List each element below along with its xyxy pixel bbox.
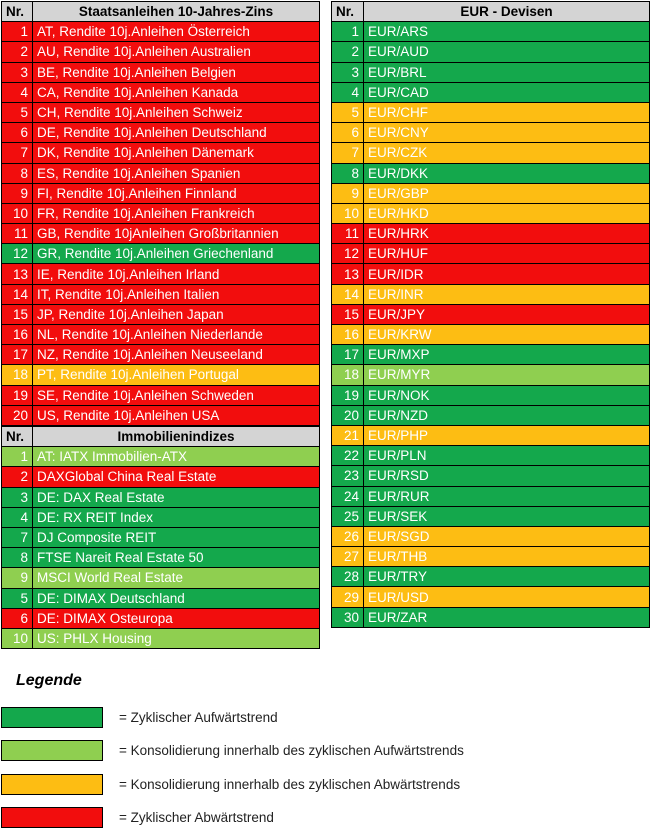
bonds-row: [2, 62, 320, 82]
real-estate-row: [2, 487, 320, 507]
bonds-row: [2, 163, 320, 183]
fx-row-name: EUR/HUF: [364, 244, 650, 264]
fx-row-name: EUR/CHF: [364, 102, 650, 122]
real-estate-row-name: DE: DIMAX Osteuropa: [33, 608, 320, 628]
bonds-row-name: CH, Rendite 10j.Anleihen Schweiz: [33, 102, 320, 122]
fx-row: [332, 587, 650, 607]
bonds-header-row: [2, 2, 320, 22]
bonds-row: [2, 325, 320, 345]
bonds-row-name: DK, Rendite 10j.Anleihen Dänemark: [33, 143, 320, 163]
bonds-row: [2, 143, 320, 163]
bonds-row-name: FI, Rendite 10j.Anleihen Finnland: [33, 183, 320, 203]
bonds-table: [1, 1, 320, 426]
bonds-row-name: FR, Rendite 10j.Anleihen Frankreich: [33, 203, 320, 223]
legend-swatch-light-green: [1, 740, 103, 761]
fx-row: [332, 82, 650, 102]
fx-row-nr: 2: [332, 42, 364, 62]
bonds-row-name: IE, Rendite 10j.Anleihen Irland: [33, 264, 320, 284]
real-estate-title: Immobilienindizes: [33, 427, 320, 447]
fx-row-nr: 18: [332, 365, 364, 385]
real-estate-row-name: FTSE Nareit Real Estate 50: [33, 548, 320, 568]
fx-row-name: EUR/TRY: [364, 567, 650, 587]
bonds-row-nr: 15: [2, 304, 33, 324]
legend-label-uptrend: = Zyklischer Aufwärtstrend: [119, 710, 278, 725]
bonds-row-nr: 4: [2, 82, 33, 102]
real-estate-header-row: [2, 427, 320, 447]
fx-row-name: EUR/RUR: [364, 486, 650, 506]
bonds-row-name: GR, Rendite 10j.Anleihen Griechenland: [33, 244, 320, 264]
fx-row-name: EUR/NZD: [364, 405, 650, 425]
fx-table: [331, 1, 650, 628]
fx-row-name: EUR/THB: [364, 547, 650, 567]
fx-row: [332, 163, 650, 183]
real-estate-row-nr: 1: [2, 447, 33, 467]
real-estate-row-nr: 3: [2, 487, 33, 507]
fx-row-nr: 7: [332, 143, 364, 163]
fx-row: [332, 304, 650, 324]
legend-swatch-red: [1, 807, 103, 828]
bonds-row-name: AU, Rendite 10j.Anleihen Australien: [33, 42, 320, 62]
fx-row: [332, 385, 650, 405]
bonds-row-nr: 7: [2, 143, 33, 163]
real-estate-row: [2, 568, 320, 588]
real-estate-rows: [2, 447, 320, 649]
fx-row-nr: 1: [332, 22, 364, 42]
fx-row-name: EUR/HRK: [364, 224, 650, 244]
real-estate-row: [2, 467, 320, 487]
real-estate-row-nr: 2: [2, 467, 33, 487]
real-estate-row: [2, 608, 320, 628]
real-estate-row-name: DE: DAX Real Estate: [33, 487, 320, 507]
bonds-rows: [2, 22, 320, 426]
bonds-row-name: GB, Rendite 10jAnleihen Großbritannien: [33, 224, 320, 244]
bonds-row-name: SE, Rendite 10j.Anleihen Schweden: [33, 385, 320, 405]
bonds-row: [2, 82, 320, 102]
fx-row: [332, 365, 650, 385]
fx-row-name: EUR/MXP: [364, 345, 650, 365]
fx-row-name: EUR/ARS: [364, 22, 650, 42]
fx-row-nr: 12: [332, 244, 364, 264]
fx-row: [332, 224, 650, 244]
bonds-row-name: DE, Rendite 10j.Anleihen Deutschland: [33, 123, 320, 143]
real-estate-row-name: US: PHLX Housing: [33, 628, 320, 648]
fx-row-nr: 5: [332, 102, 364, 122]
bonds-row-nr: 13: [2, 264, 33, 284]
real-estate-row-name: AT: IATX Immobilien-ATX: [33, 447, 320, 467]
bonds-row-nr: 1: [2, 22, 33, 42]
fx-row: [332, 203, 650, 223]
fx-row: [332, 486, 650, 506]
fx-row-name: EUR/CZK: [364, 143, 650, 163]
fx-row-nr: 24: [332, 486, 364, 506]
bonds-row: [2, 264, 320, 284]
fx-row-name: EUR/PHP: [364, 425, 650, 445]
bonds-row-nr: 3: [2, 62, 33, 82]
real-estate-row: [2, 548, 320, 568]
fx-row-name: EUR/BRL: [364, 62, 650, 82]
fx-row-nr: 22: [332, 446, 364, 466]
real-estate-row-nr: 9: [2, 568, 33, 588]
bonds-row-name: PT, Rendite 10j.Anleihen Portugal: [33, 365, 320, 385]
bonds-row-nr: 17: [2, 345, 33, 365]
bonds-row: [2, 123, 320, 143]
fx-row: [332, 264, 650, 284]
bonds-row-name: NZ, Rendite 10j.Anleihen Neuseeland: [33, 345, 320, 365]
fx-rows: [332, 22, 650, 628]
real-estate-row-name: MSCI World Real Estate: [33, 568, 320, 588]
fx-header-row: [332, 2, 650, 22]
fx-row: [332, 143, 650, 163]
real-estate-row-name: DAXGlobal China Real Estate: [33, 467, 320, 487]
fx-row: [332, 284, 650, 304]
fx-row-nr: 10: [332, 203, 364, 223]
real-estate-row-nr: 7: [2, 527, 33, 547]
bonds-row-nr: 14: [2, 284, 33, 304]
fx-row-name: EUR/JPY: [364, 304, 650, 324]
fx-row: [332, 607, 650, 627]
fx-row-nr: 19: [332, 385, 364, 405]
legend-item-uptrend: [1, 707, 641, 729]
fx-row-nr: 6: [332, 123, 364, 143]
bonds-row: [2, 102, 320, 122]
real-estate-row-nr: 8: [2, 548, 33, 568]
fx-row-name: EUR/IDR: [364, 264, 650, 284]
fx-row: [332, 405, 650, 425]
fx-row-name: EUR/CNY: [364, 123, 650, 143]
real-estate-row-nr: 10: [2, 628, 33, 648]
bonds-row-nr: 8: [2, 163, 33, 183]
fx-row: [332, 446, 650, 466]
fx-row-nr: 4: [332, 82, 364, 102]
fx-row-nr: 17: [332, 345, 364, 365]
fx-row-nr: 25: [332, 506, 364, 526]
bonds-nr-header: Nr.: [2, 2, 33, 22]
fx-row-nr: 11: [332, 224, 364, 244]
bonds-row: [2, 224, 320, 244]
legend-label-downtrend: = Zyklischer Abwärtstrend: [119, 810, 274, 825]
fx-row-name: EUR/PLN: [364, 446, 650, 466]
fx-row-nr: 8: [332, 163, 364, 183]
fx-row-nr: 13: [332, 264, 364, 284]
fx-row-nr: 30: [332, 607, 364, 627]
real-estate-table: [1, 426, 320, 649]
real-estate-row: [2, 507, 320, 527]
real-estate-row-nr: 6: [2, 608, 33, 628]
fx-row: [332, 102, 650, 122]
bonds-row: [2, 365, 320, 385]
fx-row: [332, 567, 650, 587]
bonds-row: [2, 385, 320, 405]
fx-row-name: EUR/ZAR: [364, 607, 650, 627]
bonds-row-nr: 18: [2, 365, 33, 385]
fx-row-name: EUR/AUD: [364, 42, 650, 62]
bonds-row-nr: 6: [2, 123, 33, 143]
bonds-row-nr: 5: [2, 102, 33, 122]
fx-row-nr: 9: [332, 183, 364, 203]
bonds-title: Staatsanleihen 10-Jahres-Zins: [33, 2, 320, 22]
fx-row-nr: 3: [332, 62, 364, 82]
legend-item-downtrend: [1, 807, 641, 829]
bonds-row: [2, 405, 320, 425]
real-estate-row: [2, 588, 320, 608]
legend-swatch-orange: [1, 774, 103, 795]
fx-row: [332, 325, 650, 345]
fx-row-name: EUR/HKD: [364, 203, 650, 223]
fx-row: [332, 466, 650, 486]
fx-title: EUR - Devisen: [364, 2, 650, 22]
fx-row-name: EUR/SGD: [364, 526, 650, 546]
real-estate-row-nr: 5: [2, 588, 33, 608]
bonds-row-nr: 12: [2, 244, 33, 264]
bonds-row-nr: 20: [2, 405, 33, 425]
bonds-row-nr: 19: [2, 385, 33, 405]
fx-row-name: EUR/KRW: [364, 325, 650, 345]
fx-row-name: EUR/MYR: [364, 365, 650, 385]
real-estate-row-name: DJ Composite REIT: [33, 527, 320, 547]
fx-row-name: EUR/GBP: [364, 183, 650, 203]
fx-nr-header: Nr.: [332, 2, 364, 22]
bonds-row: [2, 284, 320, 304]
bonds-row: [2, 244, 320, 264]
fx-row: [332, 244, 650, 264]
fx-row: [332, 62, 650, 82]
bonds-row: [2, 345, 320, 365]
real-estate-row-name: DE: DIMAX Deutschland: [33, 588, 320, 608]
fx-row: [332, 547, 650, 567]
fx-row-nr: 20: [332, 405, 364, 425]
bonds-row: [2, 183, 320, 203]
fx-row-nr: 21: [332, 425, 364, 445]
fx-row-nr: 14: [332, 284, 364, 304]
fx-row-nr: 27: [332, 547, 364, 567]
bonds-row-nr: 10: [2, 203, 33, 223]
fx-row-name: EUR/RSD: [364, 466, 650, 486]
bonds-row-nr: 2: [2, 42, 33, 62]
fx-row: [332, 183, 650, 203]
fx-row: [332, 506, 650, 526]
fx-row-name: EUR/INR: [364, 284, 650, 304]
fx-row-nr: 29: [332, 587, 364, 607]
legend-title: Legende: [16, 672, 82, 689]
fx-row-nr: 23: [332, 466, 364, 486]
fx-row-nr: 16: [332, 325, 364, 345]
bonds-row-name: ES, Rendite 10j.Anleihen Spanien: [33, 163, 320, 183]
legend-label-consolidation-down: = Konsolidierung innerhalb des zyklischen Abwärtstrends: [119, 777, 461, 792]
legend-item-consolidation-up: [1, 740, 641, 762]
fx-row-nr: 15: [332, 304, 364, 324]
real-estate-row: [2, 628, 320, 648]
bonds-row-name: CA, Rendite 10j.Anleihen Kanada: [33, 82, 320, 102]
fx-row: [332, 22, 650, 42]
bonds-row-name: BE, Rendite 10j.Anleihen Belgien: [33, 62, 320, 82]
real-estate-nr-header: Nr.: [2, 427, 33, 447]
fx-row: [332, 425, 650, 445]
bonds-row-name: JP, Rendite 10j.Anleihen Japan: [33, 304, 320, 324]
fx-row-nr: 26: [332, 526, 364, 546]
bonds-row-name: US, Rendite 10j.Anleihen USA: [33, 405, 320, 425]
bonds-row-name: NL, Rendite 10j.Anleihen Niederlande: [33, 325, 320, 345]
fx-row: [332, 42, 650, 62]
bonds-row: [2, 304, 320, 324]
real-estate-row-nr: 4: [2, 507, 33, 527]
bonds-row-name: AT, Rendite 10j.Anleihen Österreich: [33, 22, 320, 42]
bonds-row-nr: 9: [2, 183, 33, 203]
fx-row-name: EUR/USD: [364, 587, 650, 607]
real-estate-row: [2, 527, 320, 547]
fx-row-name: EUR/NOK: [364, 385, 650, 405]
bonds-row-nr: 11: [2, 224, 33, 244]
real-estate-row-name: DE: RX REIT Index: [33, 507, 320, 527]
fx-row: [332, 123, 650, 143]
fx-row-name: EUR/SEK: [364, 506, 650, 526]
legend-swatch-green: [1, 707, 103, 728]
bonds-row: [2, 42, 320, 62]
fx-row-name: EUR/CAD: [364, 82, 650, 102]
legend-item-consolidation-down: [1, 774, 641, 796]
fx-row-nr: 28: [332, 567, 364, 587]
bonds-row-name: IT, Rendite 10j.Anleihen Italien: [33, 284, 320, 304]
fx-row: [332, 526, 650, 546]
fx-row: [332, 345, 650, 365]
fx-row-name: EUR/DKK: [364, 163, 650, 183]
bonds-row: [2, 22, 320, 42]
bonds-row-nr: 16: [2, 325, 33, 345]
real-estate-row: [2, 447, 320, 467]
legend-label-consolidation-up: = Konsolidierung innerhalb des zyklischen Aufwärtstrends: [119, 743, 464, 758]
bonds-row: [2, 203, 320, 223]
